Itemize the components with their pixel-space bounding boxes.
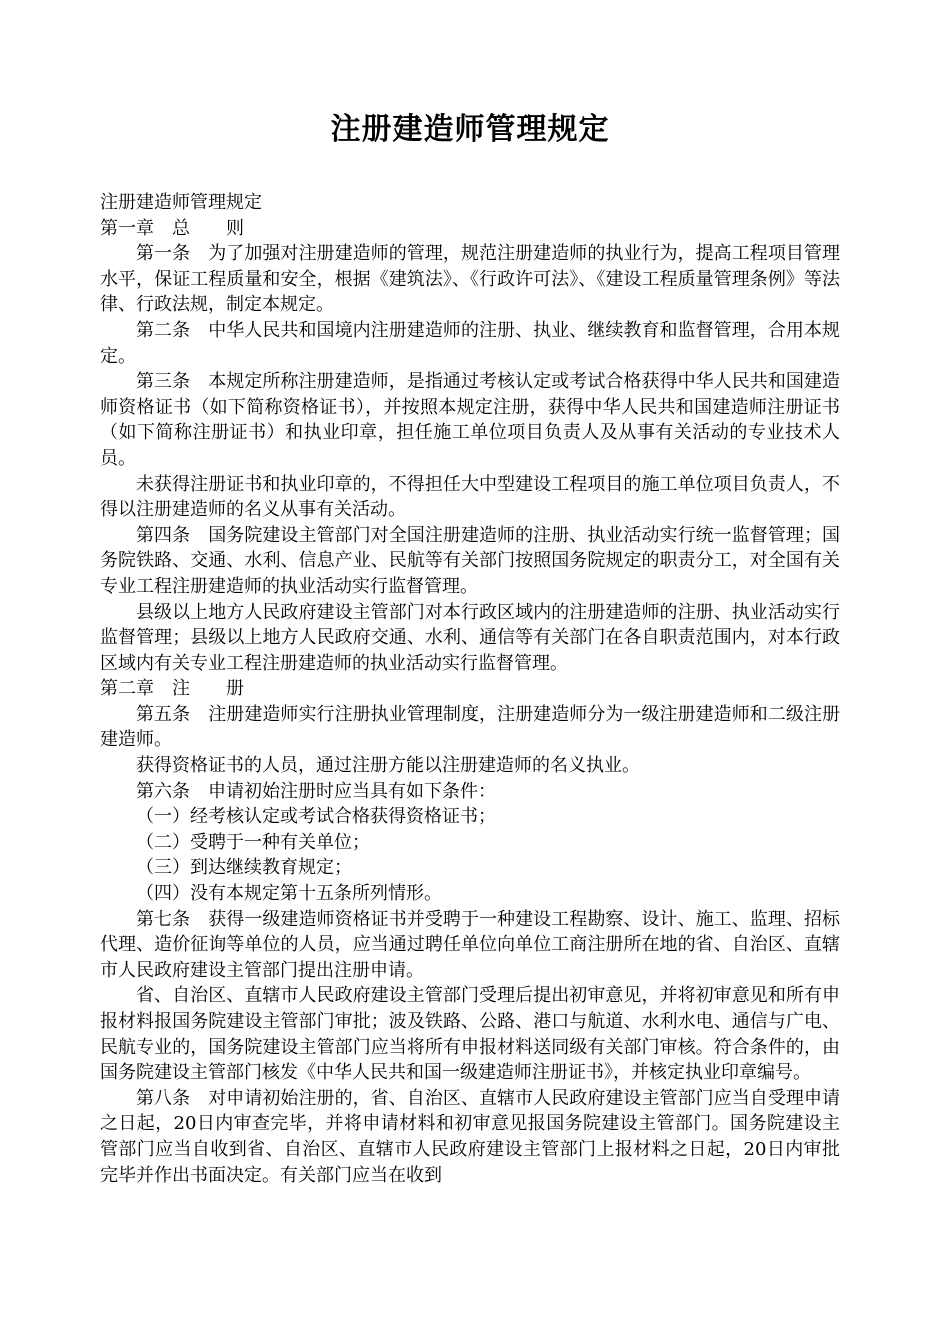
- paragraph: 第四条 国务院建设主管部门对全国注册建造师的注册、执业活动实行统一监督管理；国务院铁路、交通、水利、信息产业、民航等有关部门按照国务院规定的职责分工，对全国有关专业工程注册建造师的执业活动实行监督管理。: [100, 524, 840, 597]
- list-item: （四）没有本规定第十五条所列情形。: [136, 883, 442, 905]
- chapter-heading: 第二章 注 册: [100, 678, 244, 700]
- paragraph: 第五条 注册建造师实行注册执业管理制度，注册建造师分为一级注册建造师和二级注册建造师。: [100, 703, 840, 751]
- list-item: （一）经考核认定或考试合格获得资格证书；: [136, 806, 496, 828]
- paragraph: 第七条 获得一级建造师资格证书并受聘于一种建设工程勘察、设计、施工、监理、招标代理、造价征询等单位的人员，应当通过聘任单位向单位工商注册所在地的省、自治区、直辖市人民政府建设主管部门提出注册申请。: [100, 908, 840, 981]
- list-item: （二）受聘于一种有关单位；: [136, 831, 370, 853]
- paragraph: 注册建造师管理规定: [100, 192, 262, 213]
- paragraph: 第八条 对申请初始注册的，省、自治区、直辖市人民政府建设主管部门应当自受理申请之日起，20日内审查完毕，并将申请材料和初审意见报国务院建设主管部门。国务院建设主管部门应当自收到省、自治区、直辖市人民政府建设主管部门上报材料之日起，20日内审批完毕并作出书面决定。有关部门应当在收到: [100, 1087, 840, 1186]
- paragraph: 获得资格证书的人员，通过注册方能以注册建造师的名义执业。: [136, 755, 640, 777]
- list-item: （三）到达继续教育规定；: [136, 857, 352, 879]
- paragraph: 第一条 为了加强对注册建造师的管理，规范注册建造师的执业行为，提高工程项目管理水平，保证工程质量和安全，根据《建筑法》、《行政许可法》、《建设工程质量管理条例》等法律、行政法规，制定本规定。: [100, 243, 840, 316]
- document-body: [100, 190, 840, 1188]
- paragraph: 未获得注册证书和执业印章的，不得担任大中型建设工程项目的施工单位项目负责人，不得以注册建造师的名义从事有关活动。: [100, 473, 840, 521]
- chapter-heading: 第一章 总 则: [100, 217, 244, 239]
- document-title: 注册建造师管理规定: [330, 112, 610, 147]
- paragraph: 第二条 中华人民共和国境内注册建造师的注册、执业、继续教育和监督管理，合用本规定。: [100, 319, 840, 367]
- paragraph: 第三条 本规定所称注册建造师，是指通过考核认定或考试合格获得中华人民共和国建造师资格证书（如下简称资格证书），并按照本规定注册，获得中华人民共和国建造师注册证书（如下简称注册证书）和执业印章，担任施工单位项目负责人及从事有关活动的专业技术人员。: [100, 371, 840, 469]
- paragraph: 省、自治区、直辖市人民政府建设主管部门受理后提出初审意见，并将初审意见和所有申报材料报国务院建设主管部门审批；波及铁路、公路、港口与航道、水利水电、通信与广电、民航专业的，国务院建设主管部门应当将所有申报材料送同级有关部门审核。符合条件的，由国务院建设主管部门核发《中华人民共和国一级建造师注册证书》，并核定执业印章编号。: [100, 985, 840, 1084]
- paragraph: 第六条 申请初始注册时应当具有如下条件：: [136, 780, 496, 802]
- paragraph: 县级以上地方人民政府建设主管部门对本行政区域内的注册建造师的注册、执业活动实行监督管理；县级以上地方人民政府交通、水利、通信等有关部门在各自职责范围内，对本行政区域内有关专业工程注册建造师的执业活动实行监督管理。: [100, 601, 840, 674]
